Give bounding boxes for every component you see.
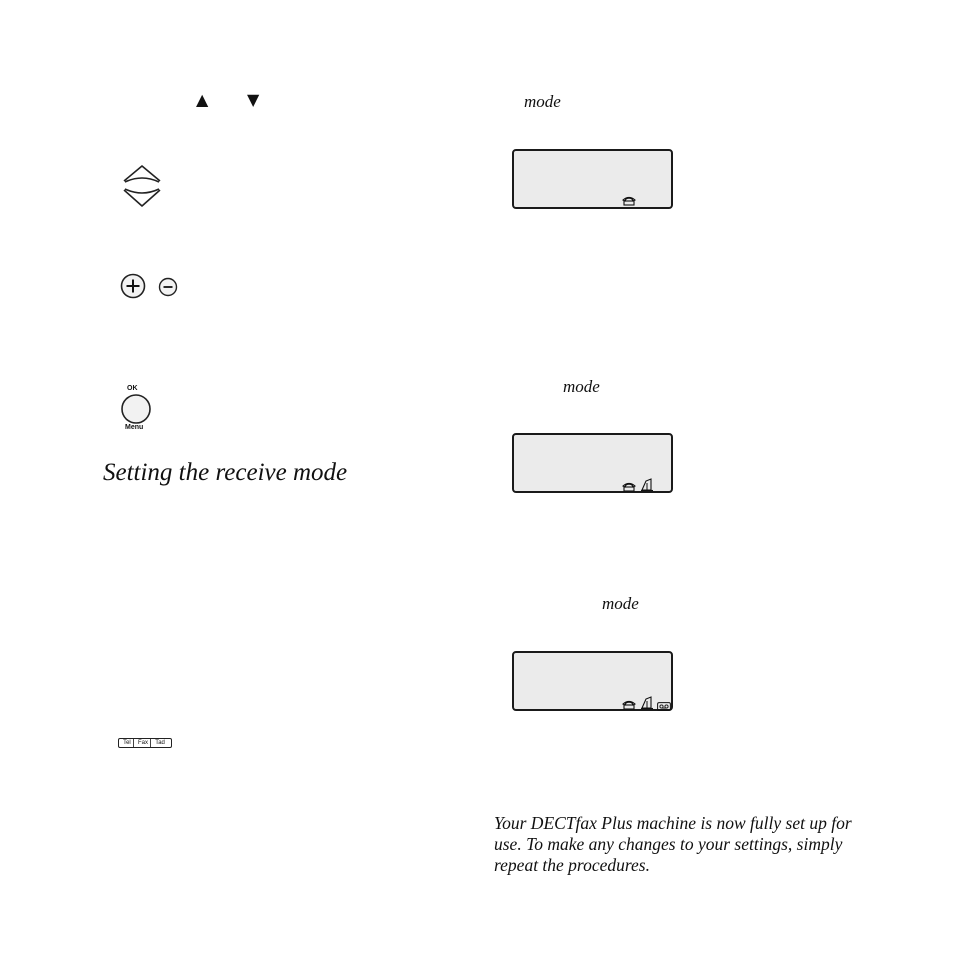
scroll-rocker-icon (122, 164, 162, 208)
lcd-display-2 (512, 433, 673, 493)
section-heading: Setting the receive mode (103, 459, 348, 486)
mode-label-2: mode (563, 377, 600, 396)
key-tel: Tel (123, 739, 134, 747)
closing-note: Your DECTfax Plus machine is now fully set up for use. To make any changes to your settings, simply repeat the procedures. (494, 813, 852, 875)
down-arrow-icon: ▼ (247, 90, 260, 109)
key-fax: Fax (138, 739, 151, 747)
fax-icon (640, 478, 654, 492)
ok-menu-button-icon (120, 385, 154, 433)
round-button-icon (120, 394, 152, 426)
up-arrow-icon: ▲ (196, 90, 209, 109)
receive-mode-keys-icon (118, 738, 172, 748)
telephone-icon (622, 482, 636, 492)
fax-icon (640, 696, 654, 710)
menu-label: Menu (125, 424, 144, 431)
ok-label: OK (127, 385, 138, 392)
lcd-display-1 (512, 149, 673, 209)
lcd-display-3 (512, 651, 673, 711)
answering-machine-icon (657, 702, 671, 711)
telephone-icon (622, 700, 636, 710)
mode-label-3: mode (602, 594, 639, 613)
mode-label-1: mode (524, 92, 561, 111)
key-tad: Tad (155, 740, 165, 746)
plus-minus-keys-icon (120, 273, 180, 301)
telephone-icon (622, 196, 636, 206)
